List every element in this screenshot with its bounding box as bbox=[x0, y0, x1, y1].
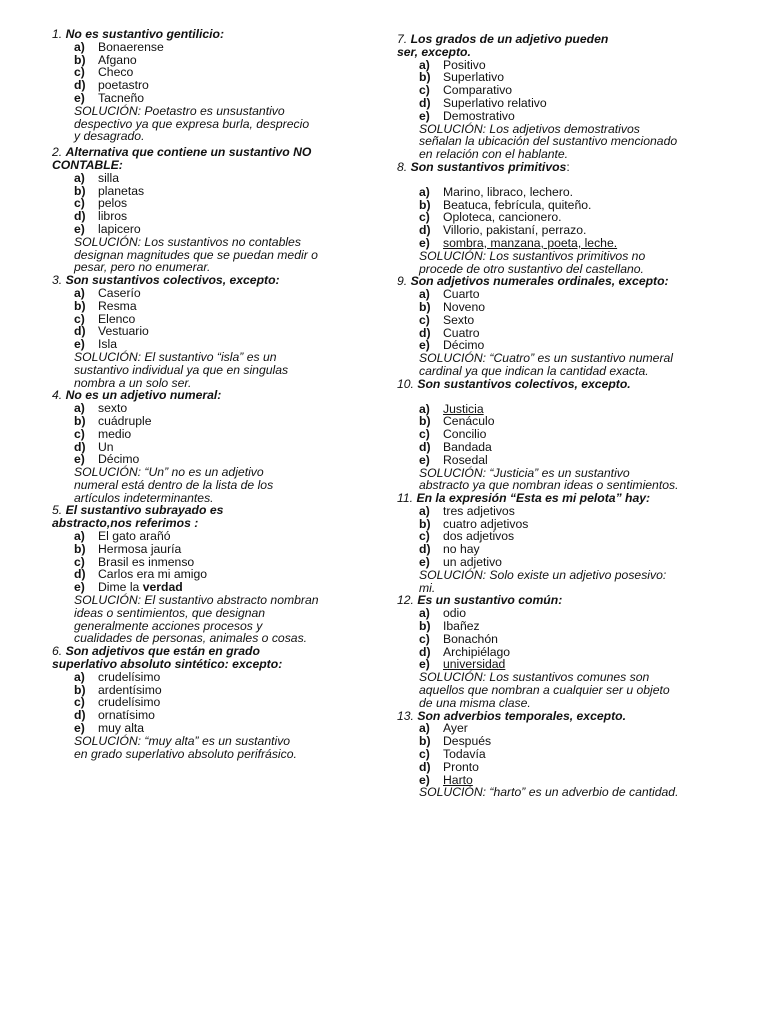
option-c bbox=[74, 428, 364, 441]
question-text-continued: CONTABLE: bbox=[52, 157, 123, 172]
option-text: sombra, manzana, poeta, leche. bbox=[443, 235, 618, 250]
option-letter: e) bbox=[74, 580, 85, 595]
option-letter: c) bbox=[74, 426, 85, 441]
option-text: tres adjetivos bbox=[443, 503, 515, 518]
option-e bbox=[419, 556, 727, 569]
option-text: cuatro adjetivos bbox=[443, 516, 529, 531]
question-number: 8. bbox=[397, 159, 408, 174]
solution bbox=[419, 250, 727, 276]
question-left-2 bbox=[52, 146, 364, 274]
option-text: sexto bbox=[98, 401, 128, 416]
question-number: 7. bbox=[397, 32, 408, 46]
solution-line: generalmente acciones procesos y bbox=[74, 618, 263, 633]
question-right-2 bbox=[397, 161, 727, 275]
option-text: crudelísimo bbox=[98, 669, 161, 684]
option-letter: d) bbox=[419, 644, 431, 659]
option-letter: b) bbox=[74, 682, 86, 697]
question-title bbox=[397, 161, 727, 174]
option-letter: b) bbox=[419, 516, 431, 531]
option-letter: e) bbox=[419, 108, 430, 123]
option-letter: d) bbox=[74, 567, 86, 582]
option-text: Marino, libraco, lechero. bbox=[443, 184, 574, 199]
option-text: Dime la bbox=[98, 580, 143, 595]
option-e bbox=[419, 237, 727, 250]
option-letter: e) bbox=[419, 452, 430, 467]
option-text: ardentísimo bbox=[98, 682, 162, 697]
solution-line: en relación con el hablante. bbox=[419, 147, 569, 162]
question-text: Son sustantivos colectivos, excepto. bbox=[417, 376, 631, 391]
solution-line: numeral está dentro de la lista de los bbox=[74, 477, 274, 492]
question-number: 10. bbox=[397, 376, 414, 391]
option-text: odio bbox=[443, 606, 467, 621]
option-text: Noveno bbox=[443, 299, 486, 314]
solution-line: SOLUCIÓN: Los sustantivos comunes son bbox=[419, 670, 650, 685]
option-letter: c) bbox=[419, 312, 430, 327]
option-e bbox=[74, 92, 364, 105]
solution-line: cardinal ya que indican la cantidad exacta. bbox=[419, 363, 649, 378]
option-text: Bonachón bbox=[443, 631, 498, 646]
solution-line: SOLUCIÓN: El sustantivo “isla” es un bbox=[74, 349, 277, 364]
question-number: 5. bbox=[52, 503, 63, 518]
question-text: En la expresión “Esta es mi pelota” hay: bbox=[416, 491, 651, 506]
option-letter: b) bbox=[74, 413, 86, 428]
option-letter: c) bbox=[74, 65, 85, 80]
option-text: Cuatro bbox=[443, 325, 480, 340]
option-e bbox=[419, 454, 727, 467]
question-number: 13. bbox=[397, 708, 414, 723]
question-left-6 bbox=[52, 645, 364, 760]
option-letter: c) bbox=[74, 695, 85, 710]
solution-line: cualidades de personas, animales o cosas. bbox=[74, 631, 308, 646]
option-text: lapicero bbox=[98, 221, 141, 236]
question-text: Son sustantivos colectivos, excepto: bbox=[65, 273, 280, 288]
solution bbox=[74, 735, 364, 761]
option-text: Superlativo bbox=[443, 70, 504, 85]
option-letter: b) bbox=[419, 299, 431, 314]
option-letter: a) bbox=[419, 57, 430, 72]
option-text: medio bbox=[98, 426, 132, 441]
option-text: Todavía bbox=[443, 747, 486, 762]
question-text-continued: abstracto,nos referimos : bbox=[52, 516, 199, 531]
question-number: 11. bbox=[397, 491, 414, 506]
solution bbox=[74, 236, 364, 274]
option-text: Villorio, pakistaní, perrazo. bbox=[443, 223, 587, 238]
question-number: 1. bbox=[52, 27, 63, 41]
question-left-5 bbox=[52, 504, 364, 645]
solution-line: en grado superlativo absoluto perifrásico. bbox=[74, 746, 297, 761]
question-right-4 bbox=[397, 378, 727, 492]
solution-line: SOLUCIÓN: “Cuatro” es un sustantivo numeral bbox=[419, 351, 674, 366]
option-letter: d) bbox=[74, 708, 86, 723]
option-text: Archipiélago bbox=[443, 644, 511, 659]
question-number: 3. bbox=[52, 273, 63, 288]
option-text: Rosedal bbox=[443, 452, 488, 467]
option-letter: d) bbox=[74, 324, 86, 339]
option-text: cuádruple bbox=[98, 413, 152, 428]
question-left-1 bbox=[52, 28, 364, 143]
question-left-4 bbox=[52, 389, 364, 504]
solution bbox=[419, 671, 727, 709]
option-text: Superlativo relativo bbox=[443, 95, 547, 110]
option-letter: d) bbox=[74, 439, 86, 454]
left-column bbox=[52, 28, 364, 760]
solution-line: abstracto ya que nombran ideas o sentimientos. bbox=[419, 478, 679, 493]
solution bbox=[419, 786, 727, 799]
option-letter: b) bbox=[74, 298, 86, 313]
option-letter: b) bbox=[419, 70, 431, 85]
solution-line: SOLUCIÓN: Los sustantivos no contables bbox=[74, 234, 301, 249]
solution-line: pesar, pero no enumerar. bbox=[74, 260, 211, 275]
option-letter: c) bbox=[419, 529, 430, 544]
option-text: muy alta bbox=[98, 721, 145, 736]
option-letter: d) bbox=[419, 325, 431, 340]
question-number: 12. bbox=[397, 593, 414, 608]
option-letter: b) bbox=[74, 183, 86, 198]
option-letter: a) bbox=[419, 503, 430, 518]
option-text: Después bbox=[443, 734, 492, 749]
question-number: 6. bbox=[52, 644, 63, 659]
option-text: Décimo bbox=[443, 338, 485, 353]
option-text: pelos bbox=[98, 196, 128, 211]
option-letter: a) bbox=[419, 287, 430, 302]
option-text: dos adjetivos bbox=[443, 529, 515, 544]
option-letter: c) bbox=[74, 554, 85, 569]
option-text: planetas bbox=[98, 183, 145, 198]
question-right-5 bbox=[397, 492, 727, 594]
option-letter: b) bbox=[74, 52, 86, 67]
option-letter: a) bbox=[419, 184, 430, 199]
option-letter: c) bbox=[74, 196, 85, 211]
option-text: Isla bbox=[98, 337, 117, 352]
solution-line: SOLUCIÓN: “muy alta” es un sustantivo bbox=[74, 733, 291, 748]
option-text: Justicia bbox=[443, 401, 484, 416]
question-right-6 bbox=[397, 594, 727, 709]
option-text: Caserío bbox=[98, 285, 141, 300]
right-column bbox=[397, 33, 727, 799]
option-e bbox=[419, 110, 727, 123]
option-letter: a) bbox=[74, 401, 85, 416]
question-left-3 bbox=[52, 274, 364, 389]
solution-line: SOLUCIÓN: Poetastro es unsustantivo bbox=[74, 103, 285, 118]
option-text: Checo bbox=[98, 65, 134, 80]
question-text: Son adjetivos numerales ordinales, excepto: bbox=[410, 274, 669, 289]
option-text: Tacneño bbox=[98, 90, 145, 105]
option-text: Positivo bbox=[443, 57, 486, 72]
option-text: Afgano bbox=[98, 52, 137, 67]
solution bbox=[74, 105, 364, 143]
solution-line: despectivo ya que expresa burla, desprecio bbox=[74, 116, 310, 131]
option-text: Ibañez bbox=[443, 619, 480, 634]
question-text: Son adjetivos que están en grado bbox=[65, 644, 260, 659]
option-text: Hermosa jauría bbox=[98, 541, 182, 556]
option-letter: c) bbox=[419, 747, 430, 762]
question-right-3 bbox=[397, 275, 727, 377]
option-letter: e) bbox=[419, 772, 430, 787]
option-text: ornatísimo bbox=[98, 708, 155, 723]
solution bbox=[419, 467, 727, 493]
question-text: Es un sustantivo común: bbox=[417, 593, 563, 608]
option-letter: d) bbox=[419, 542, 431, 557]
option-underlined-word: verdad bbox=[142, 580, 183, 595]
solution bbox=[74, 351, 364, 389]
option-text: Bandada bbox=[443, 439, 492, 454]
option-text: Resma bbox=[98, 298, 137, 313]
solution-line: SOLUCIÓN: Los adjetivos demostrativos bbox=[419, 121, 640, 136]
option-text: universidad bbox=[443, 657, 506, 672]
question-right-7 bbox=[397, 710, 727, 800]
option-letter: c) bbox=[419, 631, 430, 646]
question-text: Los grados de un adjetivo pueden bbox=[410, 32, 609, 46]
option-text: Vestuario bbox=[98, 324, 149, 339]
option-text: Comparativo bbox=[443, 83, 513, 98]
question-text: No es sustantivo gentilicio: bbox=[65, 27, 225, 41]
option-text: Ayer bbox=[443, 721, 468, 736]
option-text: Un bbox=[98, 439, 114, 454]
option-letter: c) bbox=[419, 210, 430, 225]
solution-line: nombra a un solo ser. bbox=[74, 375, 192, 390]
option-text: El gato arañó bbox=[98, 529, 171, 544]
solution bbox=[419, 352, 727, 378]
question-text-continued: ser, excepto. bbox=[397, 44, 471, 59]
option-letter: d) bbox=[419, 439, 431, 454]
solution bbox=[74, 594, 364, 645]
solution-line: mi. bbox=[419, 580, 436, 595]
option-text: Brasil es inmenso bbox=[98, 554, 195, 569]
solution-line: SOLUCIÓN: El sustantivo abstracto nombran bbox=[74, 593, 319, 608]
option-text: Demostrativo bbox=[443, 108, 515, 123]
option-letter: e) bbox=[419, 657, 430, 672]
option-text: Harto bbox=[443, 772, 473, 787]
question-number: 4. bbox=[52, 388, 63, 403]
option-letter: e) bbox=[419, 235, 430, 250]
solution bbox=[419, 123, 727, 161]
option-text: Cuarto bbox=[443, 287, 480, 302]
option-e bbox=[74, 722, 364, 735]
solution-line: SOLUCIÓN: “Justicia” es un sustantivo bbox=[419, 465, 630, 480]
option-e bbox=[74, 338, 364, 351]
option-d bbox=[74, 325, 364, 338]
solution-line: señalan la ubicación del sustantivo mencionado bbox=[419, 134, 678, 149]
option-letter: b) bbox=[419, 414, 431, 429]
option-letter: a) bbox=[74, 170, 85, 185]
question-title bbox=[397, 378, 727, 391]
solution-line: SOLUCIÓN: “Un” no es un adjetivo bbox=[74, 465, 264, 480]
solution-line: sustantivo individual ya que en singulas bbox=[74, 362, 289, 377]
option-letter: a) bbox=[419, 721, 430, 736]
solution-line: de una misma clase. bbox=[419, 695, 531, 710]
option-letter: a) bbox=[74, 285, 85, 300]
solution-line: ideas o sentimientos, que designan bbox=[74, 605, 266, 620]
solution-line: aquellos que nombran a cualquier ser u objeto bbox=[419, 683, 670, 698]
solution-line: procede de otro sustantivo del castellano. bbox=[419, 261, 644, 276]
solution bbox=[419, 569, 727, 595]
option-letter: e) bbox=[419, 338, 430, 353]
solution bbox=[74, 466, 364, 504]
solution-line: SOLUCIÓN: Solo existe un adjetivo posesivo: bbox=[419, 567, 667, 582]
option-text: Carlos era mi amigo bbox=[98, 567, 208, 582]
option-letter: d) bbox=[74, 78, 86, 93]
question-text: Son adverbios temporales, excepto. bbox=[417, 708, 626, 723]
option-letter: e) bbox=[74, 721, 85, 736]
option-text: un adjetivo bbox=[443, 555, 502, 570]
option-letter: a) bbox=[419, 401, 430, 416]
option-letter: a) bbox=[74, 39, 85, 54]
option-letter: a) bbox=[74, 669, 85, 684]
question-text: No es un adjetivo numeral: bbox=[65, 388, 222, 403]
option-text: crudelísimo bbox=[98, 695, 161, 710]
question-colon: : bbox=[566, 159, 570, 174]
solution-line: SOLUCIÓN: “harto” es un adverbio de cantidad. bbox=[419, 785, 679, 800]
option-text: Elenco bbox=[98, 311, 136, 326]
option-letter: e) bbox=[419, 555, 430, 570]
option-letter: d) bbox=[419, 223, 431, 238]
option-text: silla bbox=[98, 170, 119, 185]
option-text: Concilio bbox=[443, 427, 487, 442]
option-letter: e) bbox=[74, 90, 85, 105]
option-letter: b) bbox=[419, 619, 431, 634]
option-text: Cenáculo bbox=[443, 414, 495, 429]
option-text: no hay bbox=[443, 542, 480, 557]
question-right-1 bbox=[397, 33, 727, 161]
option-letter: b) bbox=[419, 197, 431, 212]
option-text: Décimo bbox=[98, 452, 140, 467]
solution-line: designan magnitudes que se puedan medir o bbox=[74, 247, 318, 262]
solution-line: SOLUCIÓN: Los sustantivos primitivos no bbox=[419, 248, 646, 263]
question-text: El sustantivo subrayado es bbox=[65, 503, 224, 518]
option-letter: b) bbox=[419, 734, 431, 749]
option-e bbox=[74, 223, 364, 236]
option-letter: c) bbox=[74, 311, 85, 326]
option-text: Pronto bbox=[443, 759, 479, 774]
question-number: 9. bbox=[397, 274, 408, 289]
option-letter: d) bbox=[419, 759, 431, 774]
option-text: Oploteca, cancionero. bbox=[443, 210, 562, 225]
option-letter: c) bbox=[419, 83, 430, 98]
option-text: Bonaerense bbox=[98, 39, 164, 54]
question-number: 2. bbox=[52, 145, 63, 160]
option-text: poetastro bbox=[98, 78, 149, 93]
option-letter: a) bbox=[419, 606, 430, 621]
question-text-continued: superlativo absoluto sintético: excepto: bbox=[52, 657, 283, 672]
solution-line: y desagrado. bbox=[74, 129, 145, 144]
option-letter: c) bbox=[419, 427, 430, 442]
option-text: libros bbox=[98, 209, 128, 224]
solution-line: artículos indeterminantes. bbox=[74, 490, 214, 505]
option-letter: b) bbox=[74, 541, 86, 556]
option-letter: e) bbox=[74, 337, 85, 352]
option-text: Sexto bbox=[443, 312, 475, 327]
option-letter: e) bbox=[74, 221, 85, 236]
question-title bbox=[397, 33, 727, 46]
option-letter: d) bbox=[74, 209, 86, 224]
question-text: Son sustantivos primitivos bbox=[410, 159, 567, 174]
question-text: Alternativa que contiene un sustantivo NO bbox=[65, 145, 312, 160]
option-text: Beatuca, febrícula, quiteño. bbox=[443, 197, 592, 212]
option-letter: d) bbox=[419, 95, 431, 110]
option-letter: e) bbox=[74, 452, 85, 467]
option-letter: a) bbox=[74, 529, 85, 544]
